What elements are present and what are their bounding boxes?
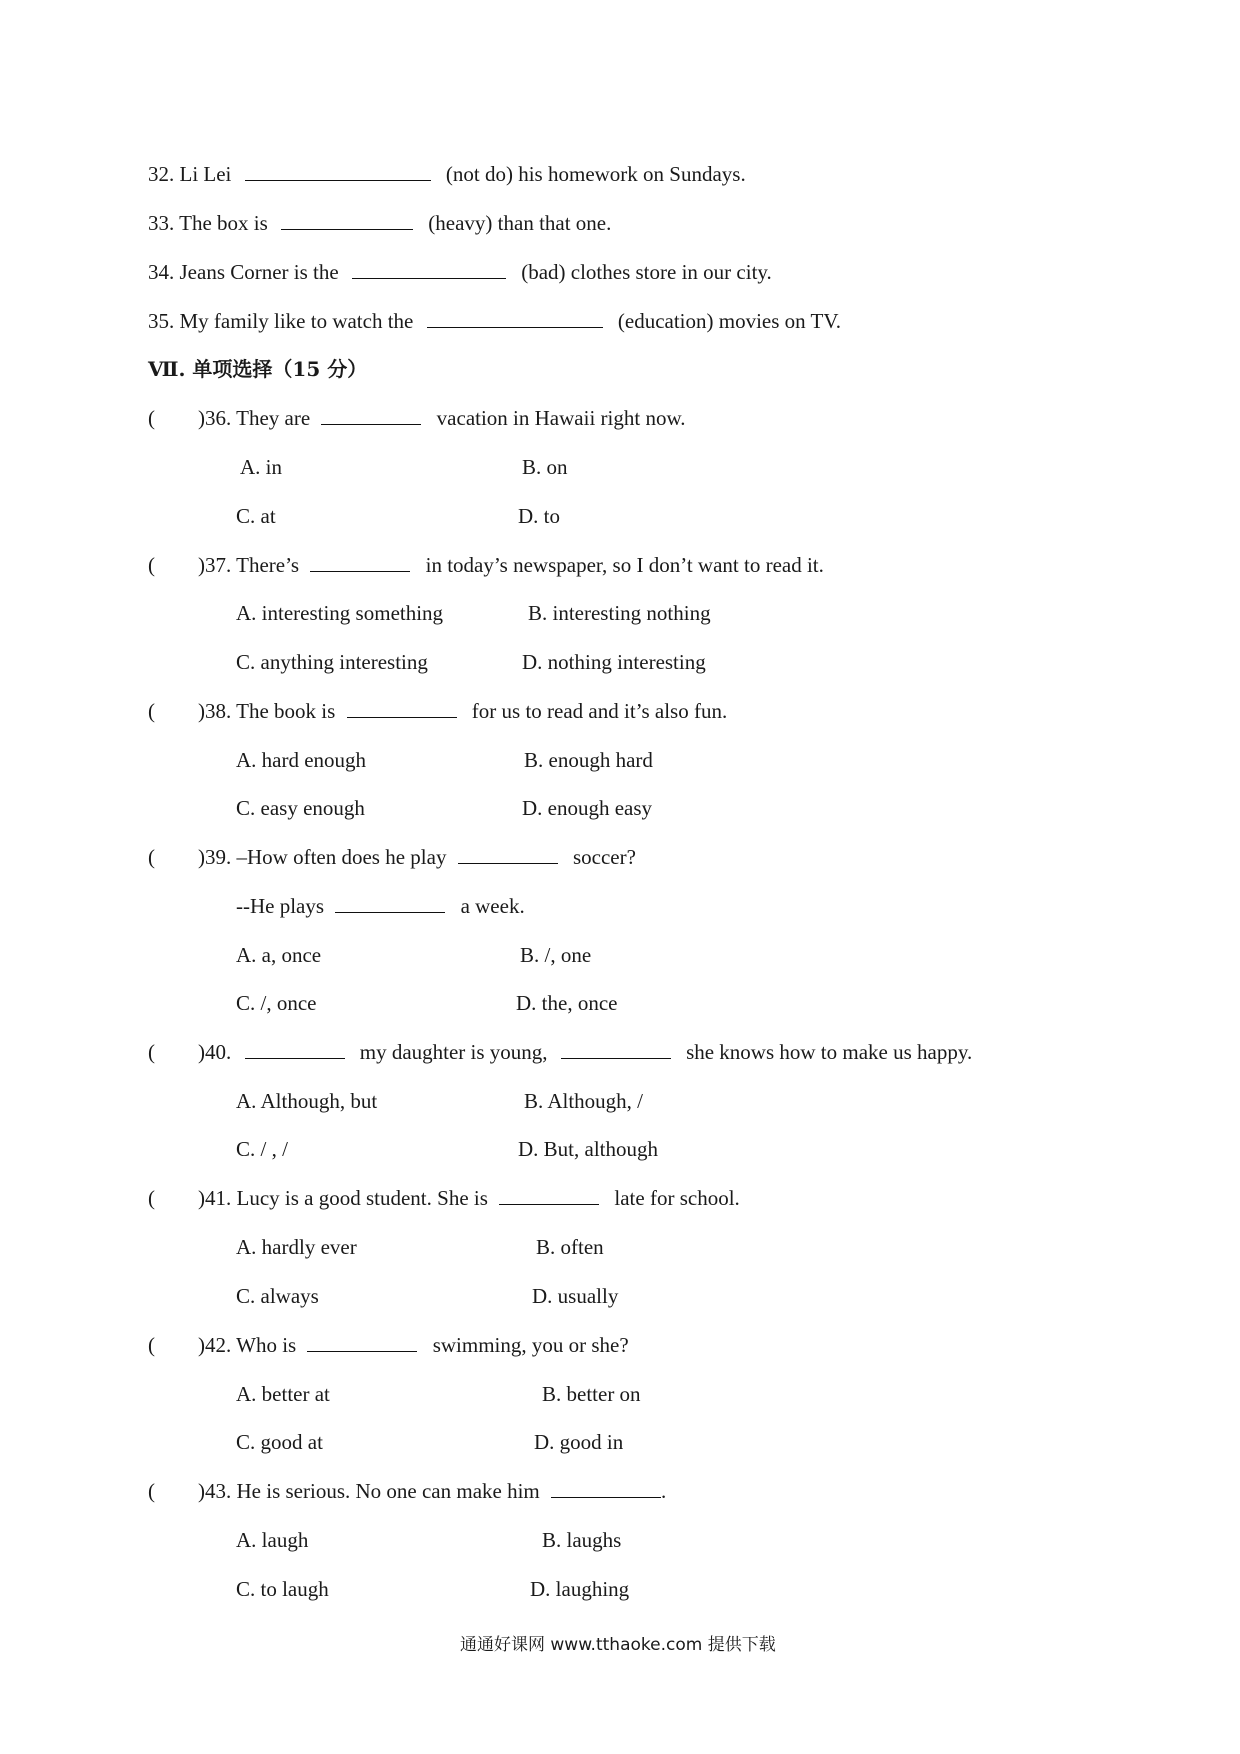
answer-blank[interactable] [281,211,413,230]
option-b[interactable]: B. laughs [542,1528,622,1552]
option-d[interactable]: D. to [518,504,560,528]
answer-blank[interactable] [307,1333,417,1352]
answer-paren[interactable]: ( [148,553,155,577]
question-text: The book is [236,699,336,723]
answer-blank[interactable] [347,699,457,718]
option-a[interactable]: A. a, once [236,943,322,967]
option-a[interactable]: A. in [240,455,282,479]
response-text: --He plays [236,894,325,918]
sentence-start: My family like to watch the [179,309,414,333]
question-text: He is serious. No one can make him [236,1479,540,1503]
option-d[interactable]: D. usually [532,1284,619,1308]
item-number: 33. [148,211,175,235]
answer-blank[interactable] [352,260,506,279]
answer-blank[interactable] [335,894,445,913]
answer-paren[interactable]: ( [148,1333,155,1357]
answer-blank[interactable] [499,1186,599,1205]
question-39-response [236,892,525,920]
answer-blank-1[interactable] [245,1040,345,1059]
option-b[interactable]: B. Although, / [524,1089,644,1113]
question-number: )36. [198,406,232,430]
question-text-end: for us to read and it’s also fun. [471,699,728,723]
question-number: )43. [198,1479,232,1503]
option-c[interactable]: C. good at [236,1430,323,1454]
question-42 [148,1331,629,1359]
question-text: Who is [236,1333,297,1357]
option-c[interactable]: C. to laugh [236,1577,329,1601]
question-text: Lucy is a good student. She is [236,1186,488,1210]
question-text: There’s [236,553,300,577]
answer-paren[interactable]: ( [148,406,155,430]
option-c[interactable]: C. /, once [236,991,317,1015]
sentence-start: The box is [179,211,268,235]
question-36 [148,404,686,432]
option-d[interactable]: D. good in [534,1430,624,1454]
answer-paren[interactable]: ( [148,699,155,723]
question-39 [148,843,636,871]
option-c[interactable]: C. easy enough [236,796,365,820]
answer-paren[interactable]: ( [148,845,155,869]
sentence-hint: (not do) his homework on Sundays. [445,162,746,186]
sentence-hint: (heavy) than that one. [428,211,612,235]
option-b[interactable]: B. enough hard [524,748,653,772]
question-text: my daughter is young, [359,1040,548,1064]
answer-blank[interactable] [245,162,431,181]
question-40 [148,1038,972,1066]
section-heading: Ⅶ. 单项选择（15 分） [148,357,368,381]
response-text-end: a week. [460,894,525,918]
option-d[interactable]: D. nothing interesting [522,650,706,674]
question-text-end: in today’s newspaper, so I don’t want to read it. [425,553,824,577]
option-d[interactable]: D. enough easy [522,796,653,820]
sentence-hint: (bad) clothes store in our city. [521,260,772,284]
question-text-end: swimming, you or she? [432,1333,629,1357]
option-c[interactable]: C. at [236,504,276,528]
option-d[interactable]: D. the, once [516,991,618,1015]
answer-blank[interactable] [310,553,410,572]
question-37 [148,551,824,579]
question-text-end: soccer? [572,845,636,869]
question-43 [148,1477,666,1505]
item-number: 32. [148,162,175,186]
question-number: )37. [198,553,232,577]
answer-blank[interactable] [321,406,421,425]
option-d[interactable]: D. laughing [530,1577,630,1601]
option-a[interactable]: A. hard enough [236,748,367,772]
question-number: )41. [198,1186,232,1210]
option-c[interactable]: C. / , / [236,1137,288,1161]
answer-paren[interactable]: ( [148,1479,155,1503]
answer-blank[interactable] [458,845,558,864]
option-a[interactable]: A. interesting something [236,601,444,625]
option-b[interactable]: B. better on [542,1382,641,1406]
fill-item-34 [148,258,772,286]
option-a[interactable]: A. laugh [236,1528,309,1552]
option-b[interactable]: B. interesting nothing [528,601,711,625]
question-number: )39. [198,845,232,869]
option-a[interactable]: A. hardly ever [236,1235,357,1259]
option-a[interactable]: A. Although, but [236,1089,378,1113]
question-number: )38. [198,699,232,723]
question-38 [148,697,727,725]
option-c[interactable]: C. always [236,1284,319,1308]
question-text: They are [236,406,311,430]
question-number: )40. [198,1040,232,1064]
question-41 [148,1184,740,1212]
answer-blank[interactable] [551,1479,661,1498]
option-a[interactable]: A. better at [236,1382,330,1406]
question-text-end: she knows how to make us happy. [686,1040,973,1064]
footer-source: 通通好课网 www.tthaoke.com 提供下载 [460,1635,776,1655]
sentence-hint: (education) movies on TV. [617,309,842,333]
item-number: 35. [148,309,175,333]
sentence-start: Jeans Corner is the [179,260,339,284]
option-b[interactable]: B. often [536,1235,604,1259]
option-d[interactable]: D. But, although [518,1137,658,1161]
item-number: 34. [148,260,175,284]
fill-item-32 [148,160,746,188]
question-text-end: . [661,1479,667,1503]
question-number: )42. [198,1333,232,1357]
answer-blank-2[interactable] [561,1040,671,1059]
option-b[interactable]: B. on [522,455,568,479]
answer-blank[interactable] [427,309,603,328]
question-text-end: vacation in Hawaii right now. [436,406,686,430]
question-text: –How often does he play [236,845,447,869]
answer-paren[interactable]: ( [148,1040,155,1064]
fill-item-33 [148,209,611,237]
option-c[interactable]: C. anything interesting [236,650,428,674]
fill-item-35 [148,307,841,335]
option-b[interactable]: B. /, one [520,943,592,967]
answer-paren[interactable]: ( [148,1186,155,1210]
question-text-end: late for school. [614,1186,740,1210]
sentence-start: Li Lei [179,162,232,186]
